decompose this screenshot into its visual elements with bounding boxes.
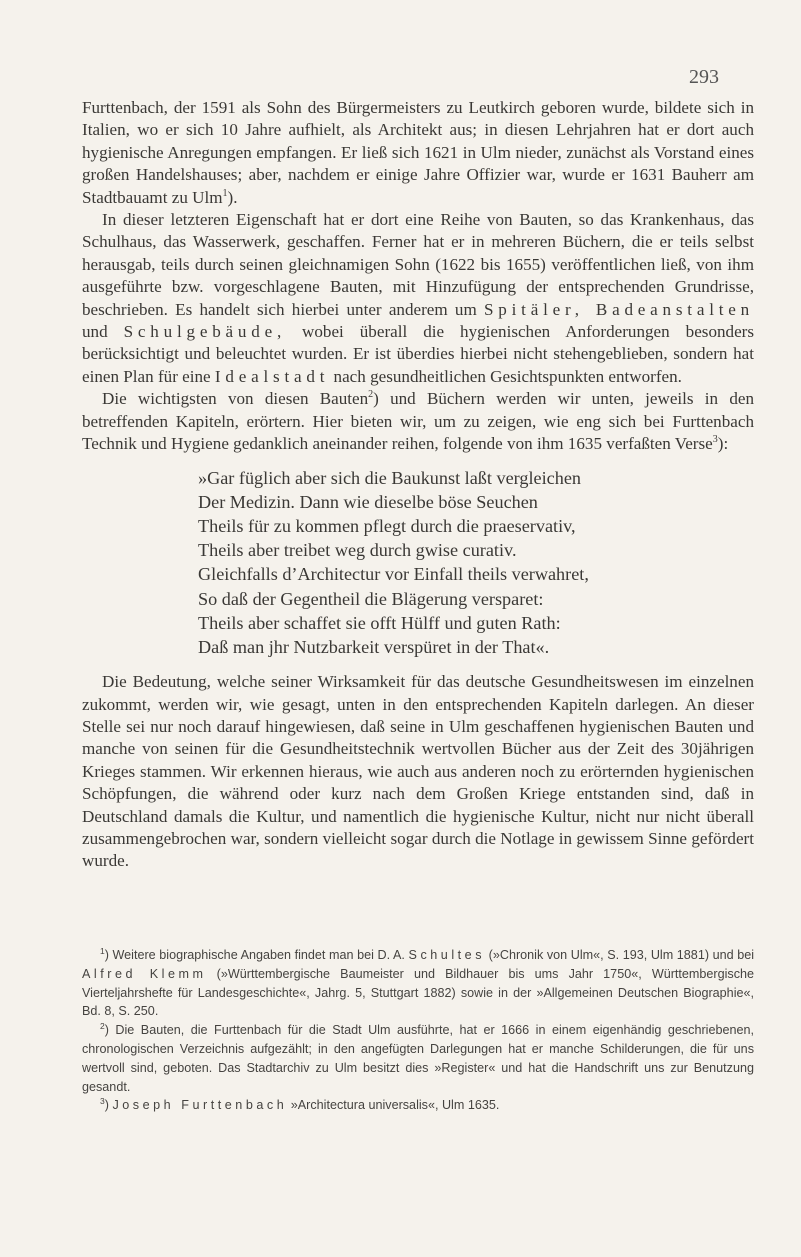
page-number: 293: [689, 66, 719, 88]
footnote-mark-1: 1: [100, 946, 105, 956]
footnote-1: $^1$) Weitere biographische Angaben findet man bei D. A. Schultes (»Chronik von Ulm«, S. 193, Ulm 1881) und bei Alfred Klemm (»Württembergische Baumeister und Bildhauer bis ums Jahr 1750«, Württembergische Vierteljahrshefte für Landesgeschichte«, Jahrg. 5, Stuttgart 1882) sowie in der »Allgemeinen Deutschen Biographie«, Bd. 8, S. 250.: [82, 946, 755, 1019]
footnote-mark-2: 2: [100, 1021, 105, 1032]
footnote-3: $^3$) Joseph Furttenbach »Architectura universalis«, Ulm 1635.: [100, 1096, 500, 1113]
footnote-mark-3: 3: [100, 1096, 105, 1107]
footnote-ref-3[interactable]: 3: [712, 434, 718, 446]
verse-line: Theils für zu kommen pflegt durch die praeservativ,: [198, 515, 576, 536]
verse-line: So daß der Gegentheil die Blägerung versparet:: [198, 588, 544, 609]
verse-line: Theils aber treibet weg durch gwise curativ.: [198, 540, 517, 561]
emphasis-schulgebaeude: Schulgebäude,: [123, 322, 287, 342]
paragraph-3: Die wichtigsten von diesen Bauten$^2$) und Büchern werden wir unten, jeweils in den betreffenden Kapiteln, erörtern. Hier bieten wir, um zu zeigen, wie eng sich bei Furttenbach Technik und Hygiene gedanklich aneinander reihen, folgende von ihm 1635 verfaßten Verse$^3$):: [82, 389, 754, 454]
verse-line: »Gar füglich aber sich die Baukunst laßt vergleichen: [198, 467, 581, 488]
verse-quote: [198, 466, 754, 660]
main-text: [82, 97, 754, 873]
verse-line: Daß man jhr Nutzbarkeit verspüret in der That«.: [198, 636, 550, 657]
emphasis-spitaeler: Spitäler, Badeanstalten: [484, 299, 755, 319]
emphasis-idealstadt: Idealstadt: [214, 366, 330, 386]
footnote-ref-2[interactable]: 2: [368, 389, 374, 401]
verse-line: Der Medizin. Dann wie dieselbe böse Seuchen: [198, 491, 538, 512]
footnotes: [82, 946, 754, 1115]
verse-line: Theils aber schaffet sie offt Hülff und guten Rath:: [198, 612, 561, 633]
footnote-2: $^2$) Die Bauten, die Furttenbach für die Stadt Ulm ausführte, hat er 1666 in einem eigenhändig geschriebenen, chronologischen Verzeichnis aufgezählt; in den angefügten Darlegungen hat er manche Schilderungen, die für uns wertvoll sind, geboten. Das Stadtarchiv zu Ulm besitzt dies »Register« und hat die Handschrift uns zur Benutzung gesandt.: [82, 1021, 754, 1094]
paragraph-4: Die Bedeutung, welche seiner Wirksamkeit für das deutsche Gesundheitswesen im einzelnen zukommt, werden wir, wie gesagt, unten in den entsprechenden Kapiteln darlegen. An dieser Stelle sei nur noch darauf hingewiesen, daß seine in Ulm geschaffenen hygienischen Bauten und manche von seinen für die Gesundheitstechnik wertvollen Bücher aus der Zeit des 30jährigen Krieges stammen. Wir erkennen hieraus, wie auch aus anderen noch zu erörternden hygienischen Schöpfungen, die während oder kurz nach dem Großen Kriege entstanden sind, daß in Deutschland damals die Kultur, und namentlich die hygienische Kultur, nicht nur nicht überall zusammengebrochen war, sondern vielleicht sogar durch die Notlage in gewissem Sinne gefördert wurde.: [82, 672, 754, 871]
footnote-ref-1[interactable]: 1: [222, 187, 228, 199]
paragraph-2: In dieser letzteren Eigenschaft hat er dort eine Reihe von Bauten, so das Krankenhaus, das Schulhaus, das Wasserwerk, geschaffen. Ferner hat er in mehreren Büchern, die er teils selbst herausgab, teils durch seinen gleichnamigen Sohn (1622 bis 1655) veröffentlichen ließ, von ihm ausgeführte bzw. vorgeschlagene Bauten, mit Hinzufügung der entsprechenden Grundrisse, beschrieben. Es handelt sich hierbei unter anderem um Spitäler, Badeanstalten und Schulgebäude, wobei überall die hygienischen Anforderungen besonders berücksichtigt und beleuchtet wurden. Er ist überdies hierbei nicht stehengeblieben, sondern hat einen Plan für eine Idealstadt nach gesundheitlichen Gesichtspunkten entworfen.: [82, 210, 755, 386]
paragraph-1: Furttenbach, der 1591 als Sohn des Bürgermeisters zu Leutkirch geboren wurde, bildete sich in Italien, wo er sich 10 Jahre aufhielt, als Architekt aus; in diesen Lehrjahren hat er dort auch hygienische Anregungen empfangen. Er ließ sich 1621 in Ulm nieder, zunächst als Vorstand eines großen Handelshauses; aber, nachdem er einige Jahre Offizier war, wurde er 1631 Bauherr am Stadtbauamt zu Ulm$^1$).: [82, 98, 754, 207]
verse-line: Gleichfalls d’Architectur vor Einfall theils verwahret,: [198, 564, 589, 585]
